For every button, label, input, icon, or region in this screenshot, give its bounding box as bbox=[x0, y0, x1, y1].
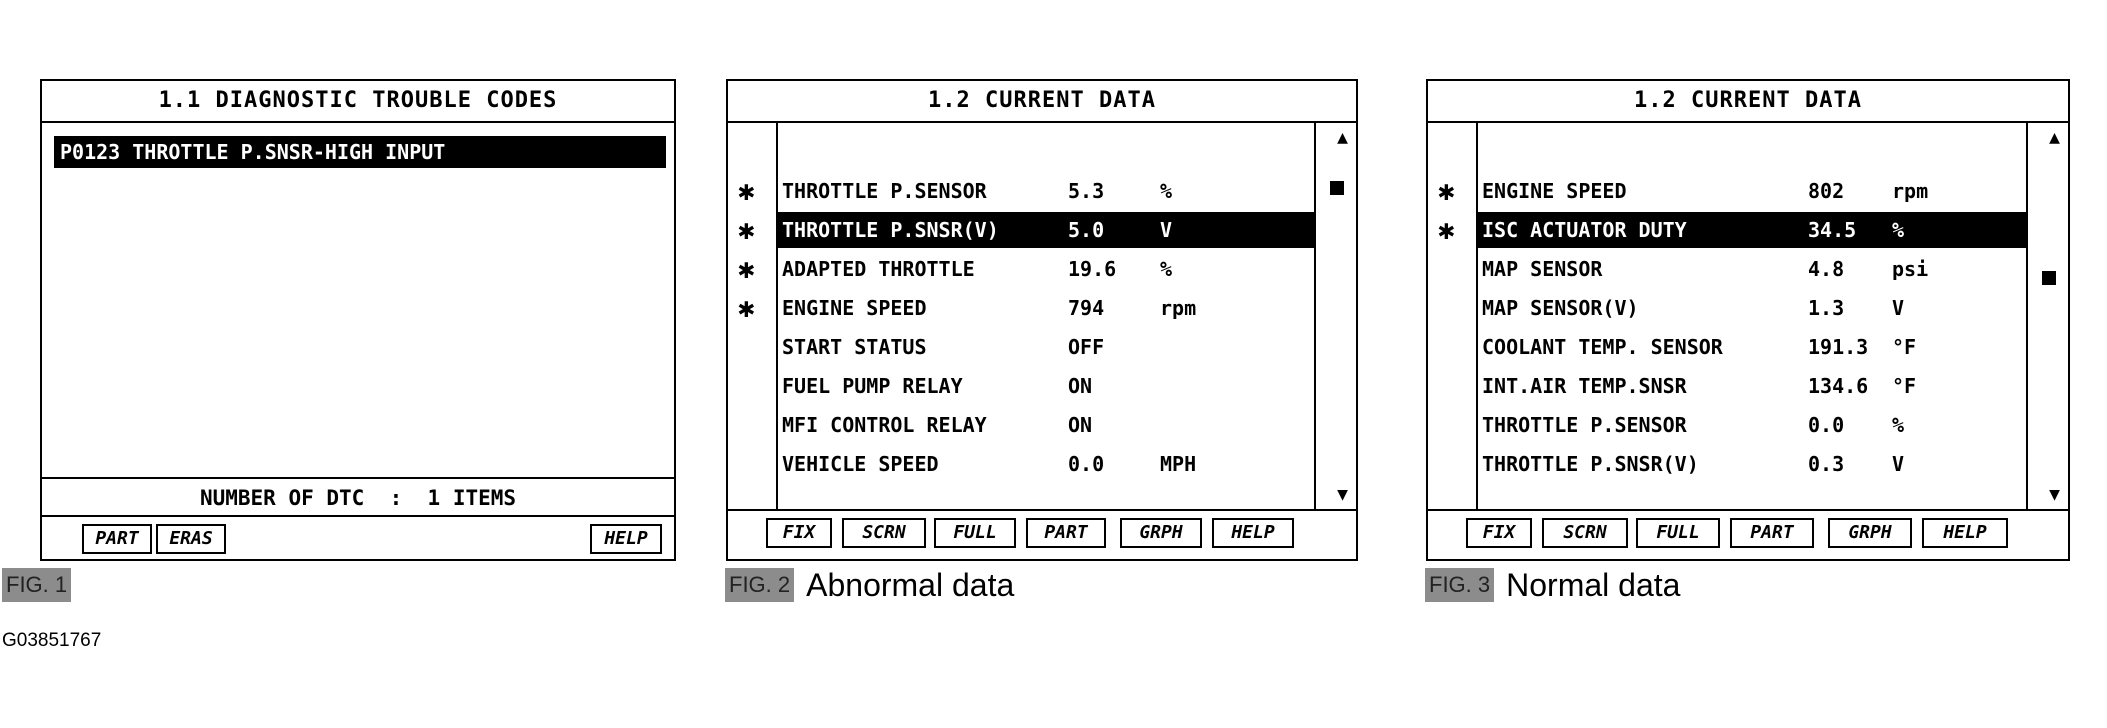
figure-tag: FIG. 3 bbox=[1425, 568, 1494, 602]
screen-button[interactable]: SCRN bbox=[842, 518, 926, 548]
parameter-value: 802 bbox=[1808, 179, 1845, 203]
help-button[interactable]: HELP bbox=[1922, 518, 2008, 548]
parameter-unit: V bbox=[1892, 452, 1905, 476]
parameter-name: MAP SENSOR(V) bbox=[1482, 296, 1639, 320]
parameter-value: 5.0 bbox=[1068, 218, 1105, 242]
parameter-value: 191.3 bbox=[1808, 335, 1869, 359]
parameter-value: 4.8 bbox=[1808, 257, 1845, 281]
help-button[interactable]: HELP bbox=[1212, 518, 1294, 548]
parameter-name: THROTTLE P.SNSR(V) bbox=[782, 218, 999, 242]
parameter-name: VEHICLE SPEED bbox=[782, 452, 939, 476]
data-row[interactable] bbox=[1478, 329, 2026, 365]
parameter-unit: rpm bbox=[1892, 179, 1929, 203]
data-row[interactable] bbox=[1478, 407, 2026, 443]
help-button[interactable]: HELP bbox=[590, 524, 662, 554]
fix-mark-icon: ✱ bbox=[738, 291, 755, 324]
dtc-count-summary: NUMBER OF DTC : 1 ITEMS bbox=[42, 477, 674, 517]
data-row[interactable] bbox=[778, 368, 1314, 404]
parameter-name: MAP SENSOR bbox=[1482, 257, 1603, 281]
fix-mark-icon: ✱ bbox=[738, 174, 755, 207]
parameter-unit: rpm bbox=[1160, 296, 1197, 320]
data-button-bar bbox=[728, 509, 1356, 559]
fix-mark-icon: ✱ bbox=[738, 252, 755, 285]
parameter-value: ON bbox=[1068, 413, 1093, 437]
figure-tag: FIG. 1 bbox=[2, 568, 71, 602]
parameter-name: ADAPTED THROTTLE bbox=[782, 257, 975, 281]
fix-mark-icon: ✱ bbox=[1438, 174, 1455, 207]
parameter-name: INT.AIR TEMP.SNSR bbox=[1482, 374, 1687, 398]
parameter-value: 134.6 bbox=[1808, 374, 1869, 398]
parameter-value: 5.3 bbox=[1068, 179, 1105, 203]
full-button[interactable]: FULL bbox=[934, 518, 1016, 548]
data-row[interactable] bbox=[778, 251, 1314, 287]
fix-button[interactable]: FIX bbox=[766, 518, 832, 548]
dtc-button-bar bbox=[42, 515, 674, 563]
fix-mark-icon: ✱ bbox=[1438, 213, 1455, 246]
parameter-value: 0.3 bbox=[1808, 452, 1845, 476]
dtc-screen-title: 1.1 DIAGNOSTIC TROUBLE CODES bbox=[42, 81, 674, 123]
part-button[interactable]: PART bbox=[1730, 518, 1814, 548]
data-row[interactable] bbox=[778, 407, 1314, 443]
scroll-up-icon[interactable]: ▲ bbox=[2049, 127, 2060, 148]
current-data-screen-abnormal bbox=[726, 79, 1358, 561]
parameter-value: 0.0 bbox=[1068, 452, 1105, 476]
parameter-unit: % bbox=[1160, 257, 1173, 281]
scroll-down-icon[interactable]: ▼ bbox=[1337, 484, 1348, 505]
parameter-unit: psi bbox=[1892, 257, 1929, 281]
current-data-screen-normal bbox=[1426, 79, 2070, 561]
figure-tag: FIG. 2 bbox=[725, 568, 794, 602]
figure-1-label bbox=[2, 566, 71, 602]
fix-mark-icon: ✱ bbox=[738, 213, 755, 246]
graph-button[interactable]: GRPH bbox=[1828, 518, 1912, 548]
parameter-value: OFF bbox=[1068, 335, 1105, 359]
parameter-unit: % bbox=[1892, 218, 1905, 242]
figure-caption: Abnormal data bbox=[806, 566, 1015, 603]
parameter-unit: °F bbox=[1892, 335, 1917, 359]
parameter-value: ON bbox=[1068, 374, 1093, 398]
parameter-name: FUEL PUMP RELAY bbox=[782, 374, 963, 398]
dtc-screen bbox=[40, 79, 676, 561]
parameter-name: ISC ACTUATOR DUTY bbox=[1482, 218, 1687, 242]
parameter-name: THROTTLE P.SENSOR bbox=[782, 179, 987, 203]
data-row[interactable] bbox=[1478, 212, 2026, 248]
parameter-name: THROTTLE P.SNSR(V) bbox=[1482, 452, 1699, 476]
data-row[interactable] bbox=[778, 446, 1314, 482]
parameter-unit: MPH bbox=[1160, 452, 1197, 476]
screen-button[interactable]: SCRN bbox=[1542, 518, 1628, 548]
scrollbar[interactable] bbox=[1314, 121, 1356, 511]
fix-button[interactable]: FIX bbox=[1466, 518, 1532, 548]
current-data-title: 1.2 CURRENT DATA bbox=[1428, 81, 2068, 123]
parameter-name: START STATUS bbox=[782, 335, 927, 359]
data-row[interactable] bbox=[778, 173, 1314, 209]
parameter-unit: % bbox=[1892, 413, 1905, 437]
data-button-bar bbox=[1428, 509, 2068, 559]
parameter-name: MFI CONTROL RELAY bbox=[782, 413, 987, 437]
parameter-value: 34.5 bbox=[1808, 218, 1857, 242]
full-button[interactable]: FULL bbox=[1636, 518, 1720, 548]
data-row[interactable] bbox=[778, 212, 1314, 248]
parameter-name: COOLANT TEMP. SENSOR bbox=[1482, 335, 1723, 359]
data-row[interactable] bbox=[778, 329, 1314, 365]
figure-id: G03851767 bbox=[2, 630, 102, 651]
parameter-value: 19.6 bbox=[1068, 257, 1117, 281]
scroll-thumb[interactable] bbox=[2042, 271, 2056, 285]
data-row[interactable] bbox=[1478, 446, 2026, 482]
part-button[interactable]: PART bbox=[82, 524, 152, 554]
parameter-value: 1.3 bbox=[1808, 296, 1845, 320]
erase-button[interactable]: ERAS bbox=[156, 524, 226, 554]
parameter-name: THROTTLE P.SENSOR bbox=[1482, 413, 1687, 437]
graph-button[interactable]: GRPH bbox=[1120, 518, 1202, 548]
current-data-title: 1.2 CURRENT DATA bbox=[728, 81, 1356, 123]
parameter-unit: V bbox=[1892, 296, 1905, 320]
parameter-unit: % bbox=[1160, 179, 1173, 203]
scroll-up-icon[interactable]: ▲ bbox=[1337, 127, 1348, 148]
parameter-value: 794 bbox=[1068, 296, 1105, 320]
data-row[interactable] bbox=[1478, 368, 2026, 404]
parameter-name: ENGINE SPEED bbox=[1482, 179, 1627, 203]
parameter-unit: °F bbox=[1892, 374, 1917, 398]
data-row[interactable] bbox=[1478, 251, 2026, 287]
data-row[interactable] bbox=[1478, 290, 2026, 326]
scroll-down-icon[interactable]: ▼ bbox=[2049, 484, 2060, 505]
figure-3-label bbox=[1425, 566, 1680, 602]
dtc-list-item-selected[interactable]: P0123 THROTTLE P.SNSR-HIGH INPUT bbox=[54, 136, 666, 168]
data-row[interactable] bbox=[778, 290, 1314, 326]
scrollbar[interactable] bbox=[2026, 121, 2068, 511]
parameter-value: 0.0 bbox=[1808, 413, 1845, 437]
parameter-name: ENGINE SPEED bbox=[782, 296, 927, 320]
figure-2-label bbox=[725, 566, 1014, 602]
scroll-thumb[interactable] bbox=[1330, 181, 1344, 195]
parameter-unit: V bbox=[1160, 218, 1173, 242]
part-button[interactable]: PART bbox=[1026, 518, 1106, 548]
figure-caption: Normal data bbox=[1506, 566, 1681, 603]
data-row[interactable] bbox=[1478, 173, 2026, 209]
